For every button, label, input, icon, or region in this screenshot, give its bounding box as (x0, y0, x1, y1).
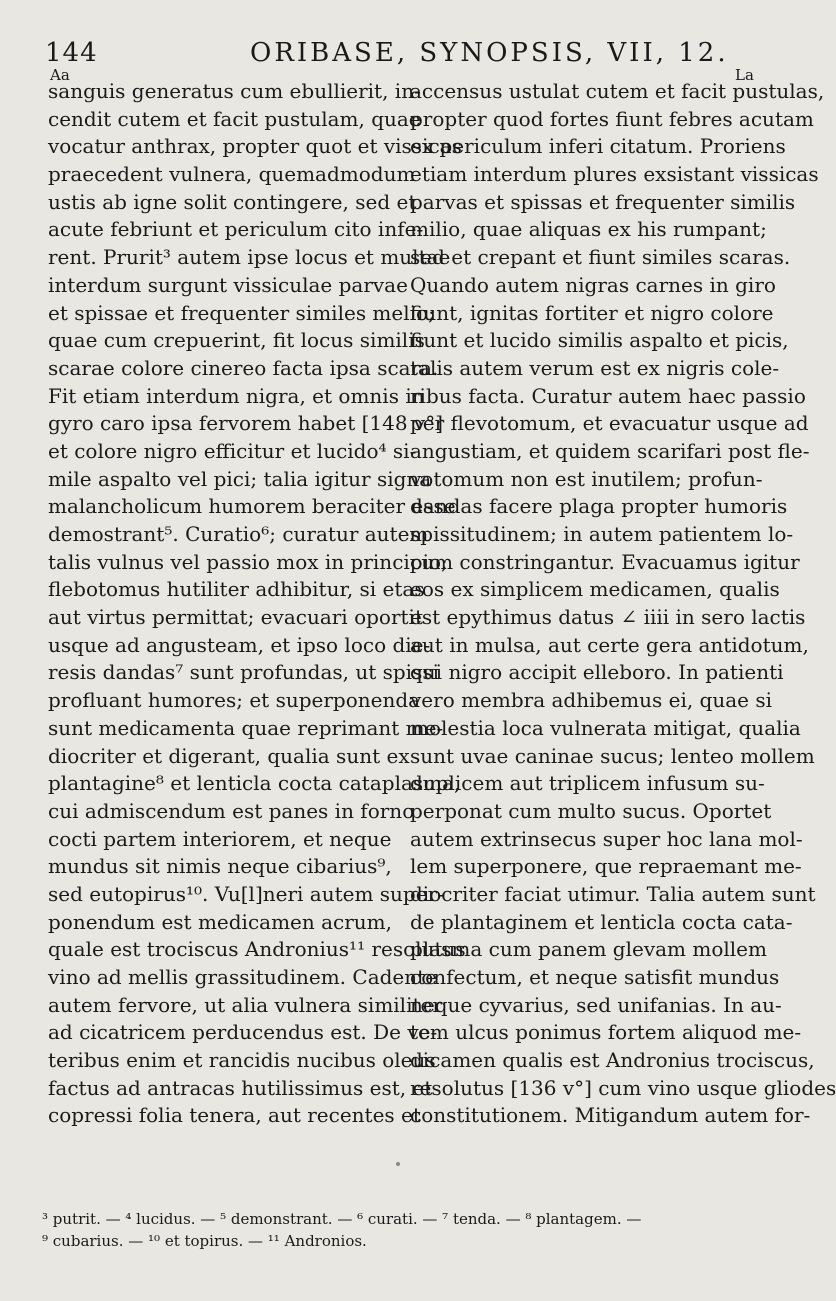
text-line: scarae colore cinereo facta ipsa scara. (48, 355, 439, 380)
text-line: usque ad angusteam, et ipso loco die- (48, 632, 431, 657)
footnote-line: ³ putrit. — ⁴ lucidus. — ⁵ demonstrant. — ⁶ curati. — ⁷ tenda. — ⁸ plantagem. — (42, 1210, 642, 1228)
text-line: plasma cum panem glevam mollem (410, 937, 767, 962)
running-title: ORIBASE, SYNOPSIS, VII, 12. (250, 38, 729, 68)
text-line: ex periculum inferi citatum. Proriens (410, 134, 786, 159)
text-line: flebotomus hutiliter adhibitur, si etas (48, 577, 425, 602)
text-line: perponat cum multo sucus. Oportet (410, 798, 772, 823)
text-line: profluant humores; et superponenda (48, 688, 421, 713)
text-line: Fit etiam interdum nigra, et omnis in (48, 383, 425, 408)
text-line: acute febriunt et periculum cito infe- (48, 217, 424, 242)
page-number: 144 (45, 38, 98, 68)
text-line: constitutionem. Mitigandum autem for- (410, 1103, 811, 1128)
text-line: plantagine⁸ et lenticla cocta cataplasma, (48, 771, 461, 796)
text-line: duplicem aut triplicem infusum su- (410, 771, 765, 796)
text-line: quae cum crepuerint, fit locus similis (48, 328, 425, 353)
text-line: accensus ustulat cutem et facit pustulas, (410, 79, 825, 103)
text-line: dicamen qualis est Andronius trociscus, (410, 1048, 815, 1073)
text-line: dandas facere plaga propter humoris (410, 494, 788, 519)
text-line: vero membra adhibemus ei, quae si (410, 688, 773, 713)
text-line: diocriter et digerant, qualia sunt ex (48, 743, 410, 768)
text-line: parvas et spissas et frequenter similis (410, 189, 796, 214)
text-line: lem superponere, que repraemant me- (410, 854, 802, 879)
text-line: malancholicum humorem beraciter esse (48, 494, 456, 519)
text-line: neque cyvarius, sed unifanias. In au- (410, 992, 782, 1017)
text-line: talis vulnus vel passio mox in principio; (48, 549, 448, 574)
text-line: vocatur anthrax, propter quot et vissicas (48, 134, 462, 159)
text-line: ustis ab igne solit contingere, sed et (48, 189, 417, 214)
manuscript-siglum-right: La (735, 66, 754, 84)
text-line: molestia loca vulnerata mitigat, qualia (410, 715, 801, 740)
text-line: sed eutopirus¹⁰. Vu[l]neri autem super- (48, 881, 444, 906)
text-line: confectum, et neque satisfit mundus (410, 965, 780, 989)
text-line: mile aspalto vel pici; talia igitur signa (48, 466, 432, 491)
text-line: cui admiscendum est panes in forno (48, 798, 415, 823)
text-line: diocriter faciat utimur. Talia autem sunt (410, 881, 816, 906)
text-line: sed et crepant et fiunt similes scaras. (410, 245, 791, 270)
text-line: etiam interdum plures exsistant vissicas (410, 162, 819, 187)
text-line: cum constringantur. Evacuamus igitur (410, 549, 800, 574)
left-text-column (48, 78, 466, 1130)
text-line: vino ad mellis grassitudinem. Cadente (48, 965, 438, 989)
text-line: quale est trociscus Andronius¹¹ resolutus (48, 937, 466, 962)
text-line: sanguis generatus cum ebullierit, in- (48, 79, 421, 103)
text-line: cocti partem interiorem, et neque (48, 826, 392, 851)
text-line: ribus facta. Curatur autem haec passio (410, 383, 806, 408)
text-line: resolutus [136 v°] cum vino usque gliodes (410, 1075, 836, 1100)
manuscript-siglum-left: Aa (50, 66, 70, 84)
text-line: tem ulcus ponimus fortem aliquod me- (410, 1020, 802, 1045)
footnote-line: ⁹ cubarius. — ¹⁰ et topirus. — ¹¹ Andronios. (42, 1232, 367, 1250)
text-line: resis dandas⁷ sunt profundas, ut spissi (48, 660, 440, 685)
text-line: eos ex simplicem medicamen, qualis (410, 577, 780, 602)
text-line: aut virtus permittat; evacuari oportit (48, 605, 423, 630)
text-line: praecedent vulnera, quemadmodum (48, 162, 416, 187)
text-line: aut in mulsa, aut certe gera antidotum, (410, 632, 809, 657)
text-line: fiunt, ignitas fortiter et nigro colore (410, 300, 774, 325)
text-line: propter quod fortes fiunt febres acutam (410, 106, 814, 131)
text-line: de plantaginem et lenticla cocta cata- (410, 909, 793, 934)
text-line: est epythimus datus ∠ iiii in sero lactis (410, 605, 806, 630)
text-line: ad cicatricem perducendus est. De ve- (48, 1020, 438, 1045)
text-line: copressi folia tenera, aut recentes et (48, 1103, 421, 1128)
text-line: et spissae et frequenter similes melio; (48, 300, 435, 325)
text-line: sunt uvae caninae sucus; lenteo mollem (410, 743, 815, 768)
text-line: gyro caro ipsa fervorem habet [148 v°] (48, 411, 444, 436)
footnotes (42, 1208, 782, 1252)
text-line: demostrant⁵. Curatio⁶; curatur autem (48, 522, 429, 546)
text-line: angustiam, et quidem scarifari post fle- (410, 438, 810, 463)
text-line: ponendum est medicamen acrum, (48, 909, 392, 934)
text-line: milio, quae aliquas ex his rumpant; (410, 217, 767, 242)
text-line: qui nigro accipit elleboro. In patienti (410, 660, 784, 685)
text-line: teribus enim et rancidis nucibus oleus (48, 1048, 436, 1073)
printer-mark (396, 1162, 400, 1166)
text-line: autem extrinsecus super hoc lana mol- (410, 826, 803, 851)
text-line: rent. Prurit³ autem ipse locus et multae (48, 245, 451, 270)
text-line: mundus sit nimis neque cibarius⁹, (48, 854, 392, 879)
text-line: factus ad antracas hutilissimus est, et (48, 1075, 433, 1100)
text-line: cendit cutem et facit pustulam, quae (48, 106, 421, 131)
text-line: autem fervore, ut alia vulnera similiter (48, 992, 442, 1017)
page-header (45, 38, 785, 72)
text-line: per flevotomum, et evacuatur usque ad (410, 411, 809, 436)
text-line: interdum surgunt vissiculae parvae (48, 272, 408, 297)
text-line: sunt medicamenta quae reprimant me- (48, 715, 444, 740)
text-line: fiunt et lucido similis aspalto et picis, (410, 328, 789, 353)
text-line: et colore nigro efficitur et lucido⁴ si- (48, 438, 417, 463)
text-line: talis autem verum est ex nigris cole- (410, 355, 780, 380)
text-line: spissitudinem; in autem patientem lo- (410, 522, 794, 546)
right-text-column (410, 78, 836, 1130)
text-line: Quando autem nigras carnes in giro (410, 272, 776, 297)
text-line: votomum non est inutilem; profun- (410, 466, 763, 491)
